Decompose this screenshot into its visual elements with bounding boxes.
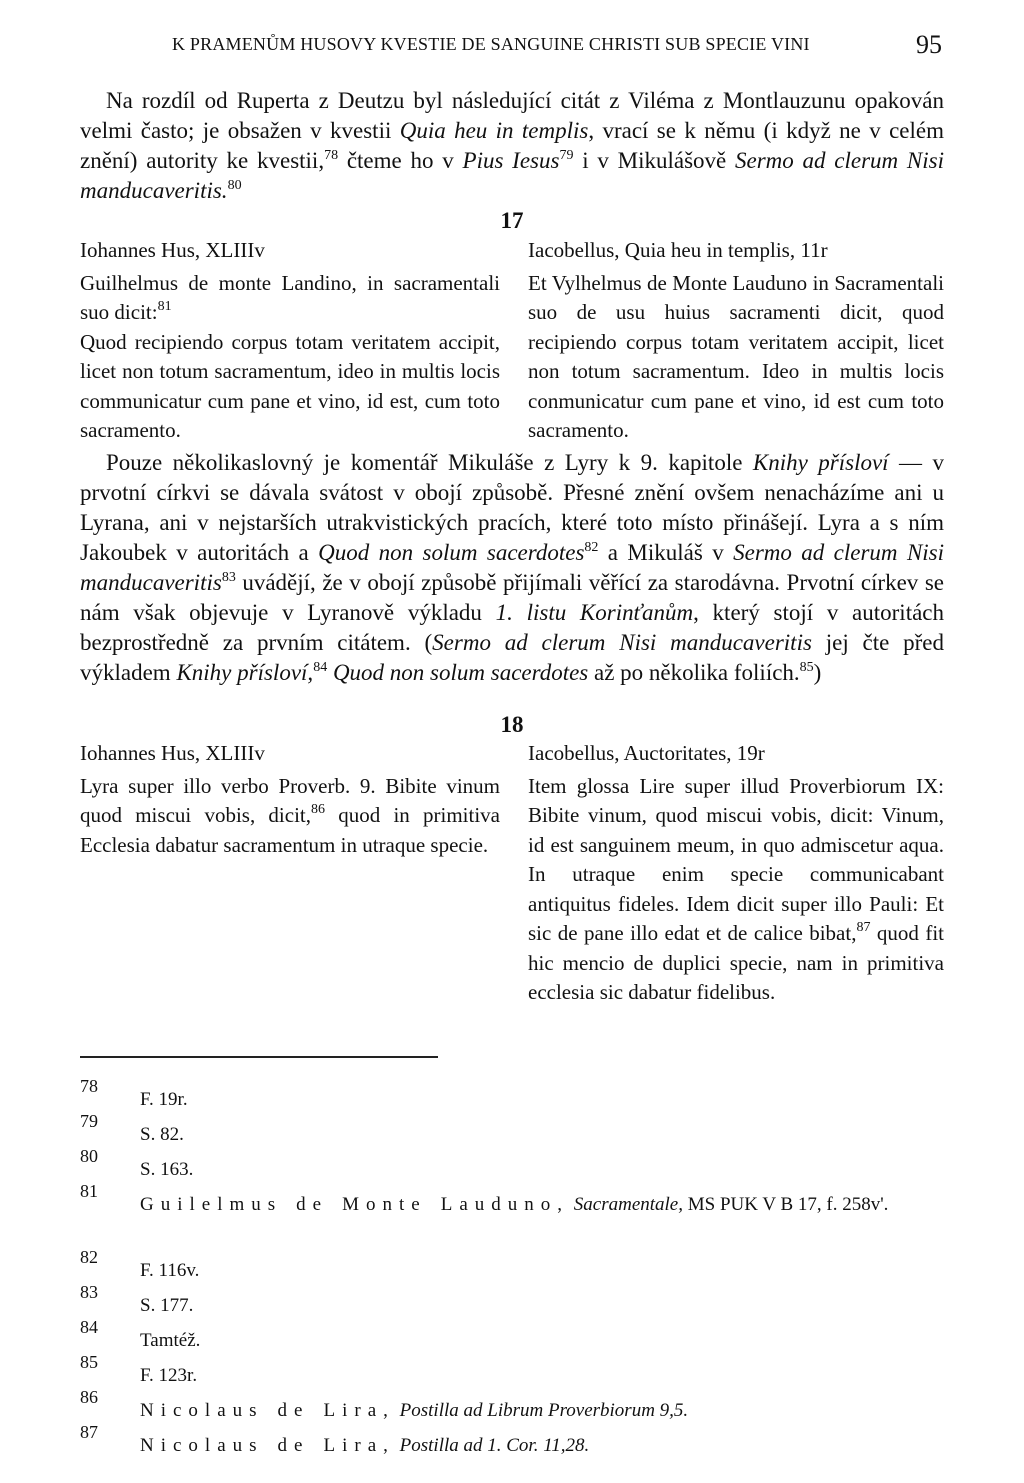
footnote-82 <box>80 1247 950 1288</box>
running-head: K PRAMENŮM HUSOVY KVESTIE DE SANGUINE CHRISTI SUB SPECIE VINI <box>172 34 810 54</box>
footnote-ref-81[interactable]: 81 <box>157 299 172 314</box>
section17-left-column <box>80 236 500 446</box>
source-title: Iacobellus, Auctoritates, 19r <box>528 741 765 765</box>
footnote-text: Guilelmus de Monte Lauduno, Sacramentale, MS PUK V B 17, f. 258v'. <box>140 1194 889 1215</box>
footnote-number: 81 <box>80 1181 98 1201</box>
footnote-text: Nicolaus de Lira, Postilla ad Librum Proverbiorum 9,5. <box>140 1400 689 1421</box>
footnote-number: 86 <box>80 1387 98 1407</box>
footnote-86 <box>80 1387 950 1428</box>
footnote-ref-85[interactable]: 85 <box>799 660 814 675</box>
section18-right-column <box>528 739 944 1008</box>
footnote-ref-83[interactable]: 83 <box>221 570 236 585</box>
citation-text: Quod recipiendo corpus totam veritatem accipit, licet non totum sacramentum, ideo in multis locis communicatur cum pane et vino, id est, cum toto sacramento. <box>80 329 500 442</box>
footnote-text: Tamtéž. <box>140 1330 201 1351</box>
source-title: Iohannes Hus, XLIIIv <box>80 741 265 765</box>
footnote-84 <box>80 1317 950 1358</box>
section-number-17: 17 <box>500 208 524 233</box>
footnote-ref-78[interactable]: 78 <box>324 148 339 163</box>
footnote-text: F. 123r. <box>140 1365 198 1386</box>
footnote-81 <box>80 1181 950 1253</box>
commentary-paragraph: Pouze několikaslovný je komentář Mikuláše z Lyry k 9. kapitole Knihy přísloví — v prvotní církvi se dávala svátost v obojí způsobě. Přesné znění ovšem nenacházíme ani u Lyrana, ani v nejstarších utrakvistických pracích, které toto místo přinášejí. Lyra a s ním Jakoubek v autoritách a Quod non solum sacerdotes$^{82}$ a Mikuláš v Sermo ad clerum Nisi manducaveritis$^{83}$ uvádějí, že v obojí způsobě přijímali věřící za starodávna. Prvotní církev se nám však objevuje v Lyranově výkladu 1. listu Korinťanům, který stojí v autoritách bezprostředně za prvním citátem. (Sermo ad clerum Nisi manducaveritis jej čte před výkladem Knihy přísloví,$^{84}$ Quod non solum sacerdotes až po několika foliích.$^{85}$) <box>80 450 945 685</box>
footnote-number: 78 <box>80 1076 98 1096</box>
page-header <box>172 32 942 62</box>
footnote-separator <box>80 1056 438 1058</box>
footnote-text: S. 163. <box>140 1159 194 1180</box>
footnote-ref-82[interactable]: 82 <box>584 540 599 555</box>
footnotes <box>80 1076 950 1463</box>
footnote-text: F. 19r. <box>140 1089 188 1110</box>
footnote-78 <box>80 1076 950 1117</box>
footnote-80 <box>80 1146 950 1187</box>
page-number: 95 <box>916 30 942 59</box>
footnote-text: F. 116v. <box>140 1260 200 1281</box>
footnote-ref-80[interactable]: 80 <box>227 178 242 193</box>
footnote-number: 83 <box>80 1282 98 1302</box>
section-number-18: 18 <box>500 712 524 737</box>
citation-text: Guilhelmus de monte Landino, in sacramentali suo dicit:$^{81}$ <box>80 270 500 324</box>
citation-text: Item glossa Lire super illud Proverbiorum IX: Bibite vinum, quod miscui vobis, dicit: Vinum, id est sanguinem meum, in quo admiscetur aqua. In utraque enim specie communicabant antiquitus fideles. Idem dicit super illo Pauli: Et sic de pane illo edat et de calice bibat,$^{87}$ quod fit hic mencio de duplici specie, nam in primitiva ecclesia sic dabatur fidelibus. <box>528 773 944 1004</box>
footnote-79 <box>80 1111 950 1152</box>
footnote-number: 80 <box>80 1146 98 1166</box>
footnote-number: 82 <box>80 1247 98 1267</box>
footnote-text: S. 177. <box>140 1295 194 1316</box>
section17-right-column <box>528 236 944 446</box>
citation-text: Lyra super illo verbo Proverb. 9. Bibite vinum quod miscui vobis, dicit,$^{86}$ quod in primitiva Ecclesia dabatur sacramentum in utraque specie. <box>80 773 500 857</box>
footnote-number: 79 <box>80 1111 98 1131</box>
footnote-ref-84[interactable]: 84 <box>313 660 328 675</box>
section18-left-column <box>80 739 500 860</box>
footnote-number: 84 <box>80 1317 98 1337</box>
footnote-text: Nicolaus de Lira, Postilla ad 1. Cor. 11,28. <box>140 1435 590 1456</box>
footnote-number: 87 <box>80 1422 98 1442</box>
footnote-ref-86[interactable]: 86 <box>311 802 325 817</box>
footnote-ref-87[interactable]: 87 <box>856 920 871 935</box>
footnote-85 <box>80 1352 950 1393</box>
intro-paragraph: Na rozdíl od Ruperta z Deutzu byl následující citát z Viléma z Montlauzunu opakován velmi často; je obsažen v kvestii Quia heu in templis, vrací se k němu (i když ne v celém znění) autority ke kvestii,$^{78}$ čteme ho v Pius Iesus$^{79}$ i v Mikulášově Sermo ad clerum Nisi manducaveritis.$^{80}$ <box>80 88 944 203</box>
citation-text: Et Vylhelmus de Monte Lauduno in Sacramentali suo de usu huius sacramenti dicit, quod recipiendo corpus totam veritatem accipit, licet non totum sacramentum. Ideo in multis locis conmunicatur cum pane et vino, id est cum toto sacramento. <box>528 270 944 442</box>
footnote-83 <box>80 1282 950 1323</box>
footnote-text: S. 82. <box>140 1124 184 1145</box>
footnote-87 <box>80 1422 950 1463</box>
footnote-number: 85 <box>80 1352 98 1372</box>
source-title: Iacobellus, Quia heu in templis, 11r <box>528 238 828 262</box>
source-title: Iohannes Hus, XLIIIv <box>80 238 265 262</box>
footnote-ref-79[interactable]: 79 <box>559 148 574 163</box>
